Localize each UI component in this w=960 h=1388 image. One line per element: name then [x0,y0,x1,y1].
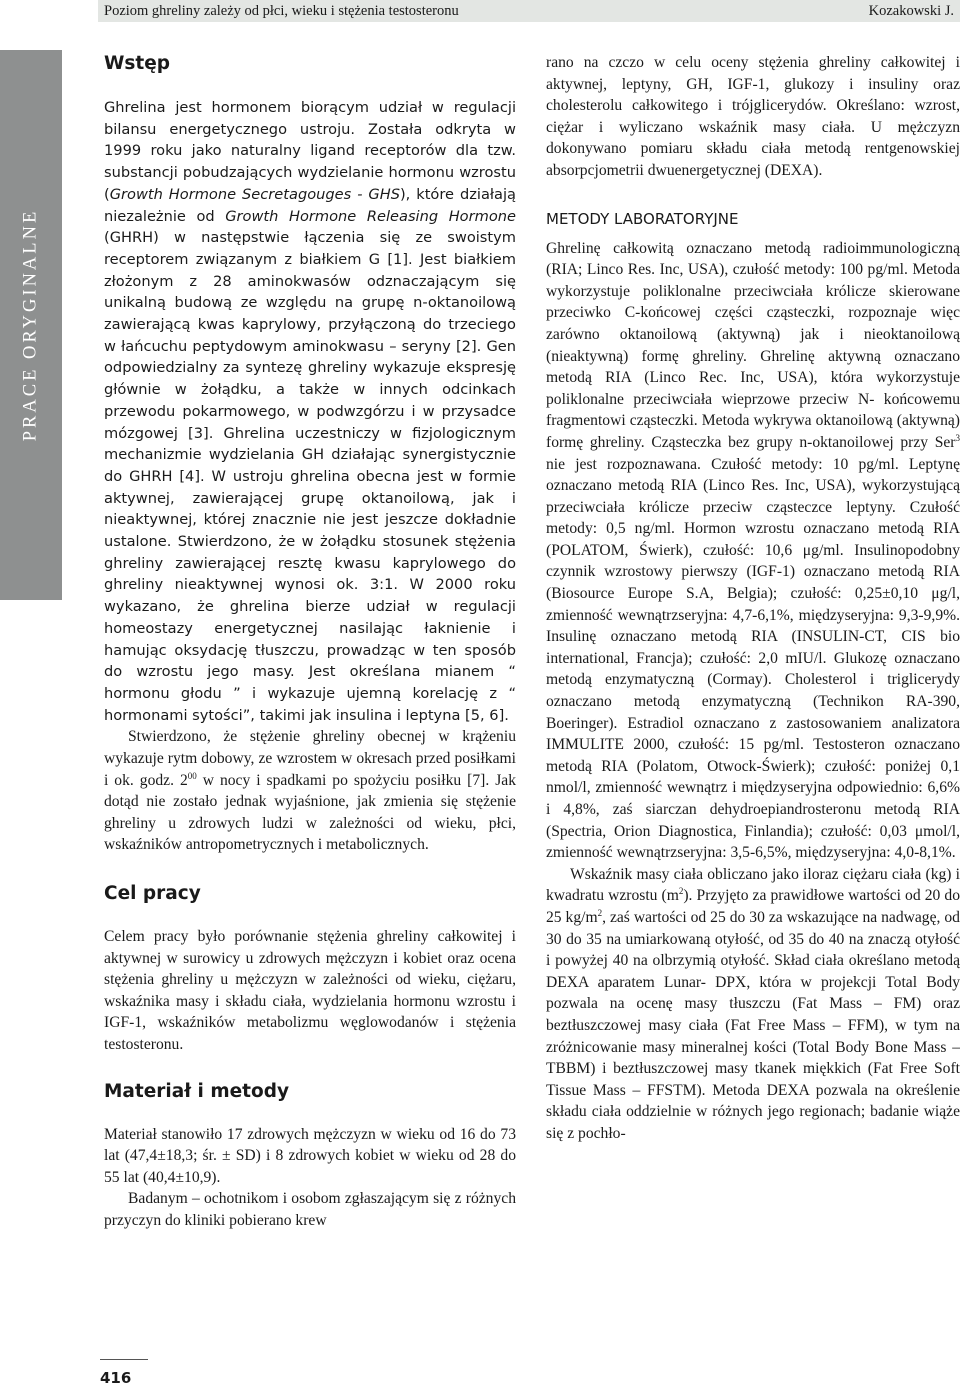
left-column [104,52,516,1231]
lab-methods-heading: METODY LABORATORYJNE [546,209,739,228]
superscript: 2 [678,886,684,897]
page-number: 416 [100,1369,132,1387]
intro-paragraph-1: Ghrelina jest hormonem biorącym udział w regulacji bilansu energetycznego ustroju. Została odkryta w 1999 roku jako naturalny ligand receptorów dla tzw. substancji pobudzających wydzielanie hormonu wzrostu (Growth Hormone Secretagouges - GHS), które działają niezależnie od Growth Hormone Releasing Hormone (GHRH) w następstwie łączenia się ze swoistym receptorem związanym z białkiem G [1]. Jest białkiem złożonym z 28 aminokwasów odznaczającym się unikalną budową ze względu na grupę n-oktanoilową zawierającą kwas kaprylowy, przyłączoną do trzeciego w łańcuchu peptydowym aminokwasu – seryny [2]. Gen odpowiedzialny za syntezę ghreliny wykazuje ekspresję głównie w żołądku, a także w innych odcinkach przewodu pokarmowego, w podwzgórzu i w przysadce mózgowej [3]. Ghrelina uczestniczy w fizjologicznym mechanizmie wydzielania GH działając synergistycznie do GHRH [4]. W ustroju ghrelina obecna jest w formie aktywnej, zawierającej grupę oktanoilową, jak i nieaktywnej, której znacznie nie jest jeszcze dokładnie ustalone. Stwierdzono, że w żołądku stosunek stężenia ghreliny zawierającej resztę kwasu kaprylowego do ghreliny nieaktywnej wynosi ok. 3:1. W 2000 roku wykazano, że ghrelina bierze udział w regulacji homeostazy energetycznej nasilając łaknienie i hamując oksydację tłuszczu, prowadząc w ten sposób do wzrostu jego masy. Jest określana mianem “ hormonu głodu ” i wykazuje ujemną korelację z “ hormonami sytości”, takimi jak insulina i leptyna [5, 6]. [104,99,516,724]
footer-rule [100,1359,148,1360]
bmi-paragraph: Wskaźnik masy ciała obliczano jako iloraz ciężaru ciała (kg) i kwadratu wzrostu $(m^2)$. Przyjęto za prawidłowe wartości od 20 do 25 $kg/m^2$, zaś wartości od 25 do 30 za wskazujące na nadwagę, od 30 do 35 na umiarkowaną otyłość, od 35 do 40 na znaczą otyłość i powyżej 40 na olbrzymią otyłość. Skład ciała określano metodą DEXA aparatem Lunar- DPX, która w projekcji Total Body pozwala na ocenę masy tłuszczu (Fat Mass – FM) oraz beztłuszczowej masy ciała (Fat Free Mass – FFM), w tym na zróżnicowanie masy mineralnej kości (Total Body Bone Mass – TBBM) i beztłuszczowej masy tkanek miękkich (Fat Free Soft Tissue Mass – FFSTM). Metoda DEXA pozwala na określenie składu ciała oddzielnie w różnych jego regionach; badanie wiąże się z pochło- [546,865,960,1142]
right-paragraph-1: rano na czczo w celu oceny stężenia ghreliny całkowitej i aktywnej, leptyny, GH, IGF-1, glukozy i insuliny oraz cholesterolu całkowitego i trójglicerydów. Określano: wzrost, ciężar i wyliczano wskaźnik masy ciała. U mężczyzn dokonywano pomiaru składu ciała metodą rentgenowskiej absorpcjometrii dwuenergetycznej (DEXA). [546,54,960,179]
superscript: 3 [955,432,960,443]
right-column [546,52,960,1145]
methods-paragraph-1: Materiał stanowiło 17 zdrowych mężczyzn w wieku od 16 do 73 lat (47,4±18,3; śr. ± SD) i 8 zdrowych kobiet w wieku od 28 do 55 lat (40,4±10,9). [104,1125,516,1186]
italic-term: Growth Hormone Releasing Hormone [225,207,516,225]
superscript: 2 [597,907,603,918]
aim-paragraph: Celem pracy było porównanie stężenia ghreliny całkowitej i aktywnej w surowicy u zdrowych mężczyzn i kobiet oraz ocena stężenia ghreliny u mężczyzn w zależności od wieku, ciężaru, wskaźnika masy i składu ciała, wydzielania hormonu wzrostu i IGF-1, wskaźników metabolizmu węglowodanów i stężenia testosteronu. [104,927,516,1053]
methods-paragraph-2: Badanym – ochotnikom i osobom zgłaszającym się z różnych przyczyn do kliniki pobierano krew [104,1190,516,1229]
running-author: Kozakowski J. [868,3,954,19]
methods-heading: Materiał i metody [104,1080,289,1102]
section-side-tab [0,50,62,600]
lab-methods-paragraph: Ghrelinę całkowitą oznaczano metodą radioimmunologiczną (RIA; Linco Res. Inc, USA), czułość metody: 100 pg/ml. Metoda wykorzystuje poliklonalne przeciwciała królicze skierowane przeciwko C-końcowej części cząsteczki, rozpoznaje więc zarówno oktanoilową (aktywną) jak i nieoktanoilową (nieaktywną) formę ghreliny. Ghrelinę aktywną oznaczano metodą RIA (Linco Rec. Inc, USA), która wykorzystuje poliklonalne przeciwciała wieprzowe przeciw N- końcowemu fragmentowi cząsteczki. Metoda wykrywa oktanoilową (aktywną) formę ghreliny. Cząsteczka bez grupy n-oktanoilowej przy Ser$^3$ nie jest rozpoznawana. Czułość metody: 10 pg/ml. Leptynę oznaczano metodą RIA (Linco Res. Inc, USA), wykorzystującą przeciwciała królicze przeciw cząsteczce leptyny. Czułość metody: 0,5 ng/ml. Hormon wzrostu oznaczano metodą RIA (POLATOM, Świerk), czułość: 10,6 μg/ml. Insulinopodobny czynnik wzrostowy pierwszy (IGF-1) oznaczano metodą RIA (Biosource Europe S.A, Belgia); czułość: 0,25±0,10 μg/l, zmienność wewnątrzseryjna: 4,7-6,1%, międzyseryjna: 9,3-9,9%. Insulinę oznaczano metodą RIA (INSULIN-CT, CIS bio international, Francja); czułość: 2,0 mIU/l. Glukozę oznaczano metodą enzymatyczną (Cormay). Cholesterol i triglicerydy oznaczano metodą enzymatyczną (Technikon RA-390, Boeringer). Estradiol oznaczano z zastosowaniem analizatora IMMULITE 2000, czułość: 15 pg/ml. Testosteron oznaczano metodą RIA (Polatom, Otwock-Świerk); czułość: poniżej 0,1 nmol/l, zmienność wewnątrz i międzyseryjna odpowiednio: 6,6% i 4,8%, zaś siarczan dehydroepiandrosteronu metodą RIA (Spectria, Orion Diagnostica, Finlandia); czułość: 0,03 μmol/l, zmienność wewnątrzseryjna: 3,5-6,5%, międzyseryjna: 4,0-8,1%. [546,239,960,862]
section-side-tab-label: PRACE ORYGINALNE [20,208,41,442]
superscript: 00 [187,770,197,781]
italic-term: Growth Hormone Secretagouges - GHS [109,185,400,203]
aim-heading: Cel pracy [104,882,201,904]
intro-paragraph-2: Stwierdzono, że stężenie ghreliny obecnej w krążeniu wykazuje rytm dobowy, ze wzrostem w okresach przed posiłkami i ok. godz. $2^{00}$ w nocy i spadkami po spożyciu posiłku [7]. Jak dotąd nie zostało jednak wyjaśnione, jak zmienia się stężenie ghreliny u zdrowych ludzi w zależności od wieku, płci, wskaźników antropometrycznych i metabolicznych. [104,728,516,854]
running-header [98,0,960,22]
running-title: Poziom ghreliny zależy od płci, wieku i stężenia testosteronu [104,3,459,19]
intro-heading: Wstęp [104,53,171,74]
